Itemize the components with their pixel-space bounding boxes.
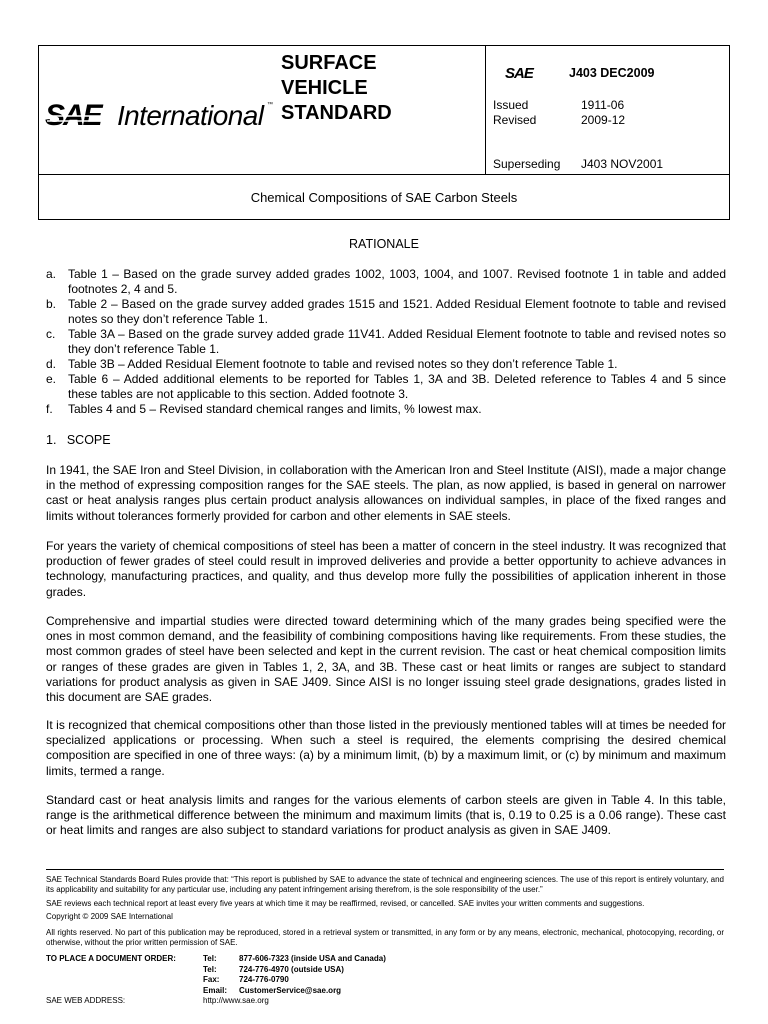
footer-rights: All rights reserved. No part of this publication may be reproduced, stored in a retrieval system or transmitted, in any form or by any means, electronic, mechanical, photocopying, recording, or otherwise, without the prior written permission of SAE. (46, 928, 724, 947)
rationale-heading: RATIONALE (349, 237, 419, 251)
scope-paragraph: Standard cast or heat analysis limits and ranges for the various elements of carbon steels are given in Table 4. In this table, range is the arithmetical difference between the minimum and maximum limits (that is, 0.19 to 0.25 is a 0.06 range). These cast or heat limits and ranges are also subject to standard variations for product analysis as given in SAE J409. (46, 793, 726, 838)
document-header (38, 45, 730, 220)
rationale-item (46, 267, 726, 297)
contact-value: 724-776-0790 (239, 975, 289, 985)
rationale-text: Table 6 – Added additional elements to be reported for Tables 1, 3A and 3B. Deleted reference to Tables 4 and 5 since these tables are not applicable to this section. Added footnote 3. (68, 372, 726, 401)
rationale-letter: c. (46, 327, 56, 341)
order-label: TO PLACE A DOCUMENT ORDER: (46, 954, 176, 963)
rationale-item (46, 327, 726, 357)
contact-value: 724-776-4970 (outside USA) (239, 964, 344, 974)
footer-divider (46, 869, 724, 870)
sae-international-logo (45, 96, 273, 137)
document-title: Chemical Compositions of SAE Carbon Steels (250, 190, 518, 205)
sae-logo-icon (45, 96, 273, 132)
superseding-label: Superseding (493, 157, 561, 171)
rationale-text: Table 1 – Based on the grade survey added grades 1002, 1003, 1004, and 1007. Revised footnote 1 in table and added footnotes 2, 4 and 5. (68, 267, 726, 296)
rationale-item (46, 357, 726, 372)
header-divider-horizontal (39, 174, 729, 175)
issued-label: Issued (493, 98, 529, 112)
footer-copyright: Copyright © 2009 SAE International (46, 912, 173, 921)
contact-key: Tel: (203, 964, 217, 974)
web-label: SAE WEB ADDRESS: (46, 996, 126, 1006)
standard-type-line: VEHICLE (281, 77, 368, 99)
rationale-text: Tables 4 and 5 – Revised standard chemical ranges and limits, % lowest max. (68, 402, 482, 416)
standard-type (281, 51, 392, 126)
rationale-letter: d. (46, 357, 57, 371)
scope-paragraph: For years the variety of chemical compositions of steel has been a matter of concern in the steel industry. It was recognized that production of fewer grades of steel could result in improved deliveries and provide a better opportunity to achieve advances in technology, manufacturing practices, and quality, and thus develop more fully the possibilities of application inherent in those grades. (46, 539, 726, 599)
contact-email-link[interactable]: CustomerService@sae.org (239, 985, 342, 995)
sae-small-logo: SAE (505, 65, 533, 82)
rationale-letter: b. (46, 297, 57, 311)
scope-paragraph: It is recognized that chemical compositions other than those listed in the previously mentioned tables will at times be needed for specialized applications or processing. When such a steel is required, the elements comprising the desired chemical composition are specified in one of three ways: (a) by a minimum limit, (b) by a maximum limit, or (c) by minimum and maximum limits, termed a range. (46, 718, 726, 778)
rationale-item (46, 402, 726, 417)
contact-key: Fax: (203, 975, 220, 985)
rationale-item (46, 372, 726, 402)
rationale-letter: a. (46, 267, 57, 281)
logo-brand-text: SAE (45, 99, 101, 132)
superseding-value: J403 NOV2001 (581, 157, 664, 171)
rationale-item (46, 297, 726, 327)
rationale-text: Table 3A – Based on the grade survey added grade 11V41. Added Residual Element footnote to table and revised notes so they don’t reference Table 1. (68, 327, 726, 356)
footer-rules: SAE Technical Standards Board Rules provide that: “This report is published by SAE to advance the state of technical and engineering sciences. The use of this report is entirely voluntary, and its applicability and suitability for any particular use, including any patent infringement arising therefrom, is the sole responsibility of the user.” (46, 875, 724, 894)
contact-key: Tel: (203, 954, 217, 963)
scope-paragraph: In 1941, the SAE Iron and Steel Division, in collaboration with the American Iron and Steel Institute (AISI), made a major change in the method of expressing composition ranges for the SAE steels. The plan, as now applied, is based in general on narrower cast or heat analysis ranges plus certain product analysis allowances on individual samples, in place of the fixed ranges and limits without tolerances formerly provided for carbon and other elements in SAE steels. (46, 463, 726, 523)
footer-review: SAE reviews each technical report at least every five years at which time it may be reaffirmed, revised, or cancelled. SAE invites your written comments and suggestions. (46, 899, 645, 908)
logo-wordmark: International (117, 100, 264, 131)
contact-value: 877-606-7323 (inside USA and Canada) (239, 954, 386, 963)
scope-paragraph: Comprehensive and impartial studies were directed toward determining which of the many grades being specified were the ones in most common demand, and the feasibility of combining compositions having like requirements. From these studies, the most common grades of steel have been selected and kept in the current revision. The cast or heat chemical composition limits or ranges of these grades are given in Tables 1, 2, 3A, and 3B. These cast or heat limits or ranges are subject to standard variations for product analysis as given in SAE J409. Since AISI is no longer issuing steel grade designations, grades listed in this document are SAE grades. (46, 614, 726, 705)
issued-value: 1911-06 (581, 98, 625, 112)
rationale-text: Table 3B – Added Residual Element footnote to table and revised notes so they don’t reference Table 1. (68, 357, 618, 371)
scope-heading: 1. SCOPE (46, 433, 111, 447)
revised-value: 2009-12 (581, 113, 626, 127)
standard-type-line: STANDARD (281, 102, 392, 124)
revised-label: Revised (493, 113, 537, 127)
standard-type-line: SURFACE (281, 52, 377, 74)
header-divider-vertical (485, 46, 486, 174)
rationale-letter: f. (46, 402, 53, 416)
rationale-list (46, 267, 726, 417)
web-address-link[interactable]: http://www.sae.org (203, 996, 269, 1006)
contact-key: Email: (203, 985, 228, 995)
rationale-letter: e. (46, 372, 57, 386)
rationale-text: Table 2 – Based on the grade survey added grades 1515 and 1521. Added Residual Element footnote to table and revised notes so they don’t reference Table 1. (68, 297, 726, 326)
document-number: J403 DEC2009 (569, 66, 655, 80)
svg-text:™: ™ (267, 102, 273, 108)
